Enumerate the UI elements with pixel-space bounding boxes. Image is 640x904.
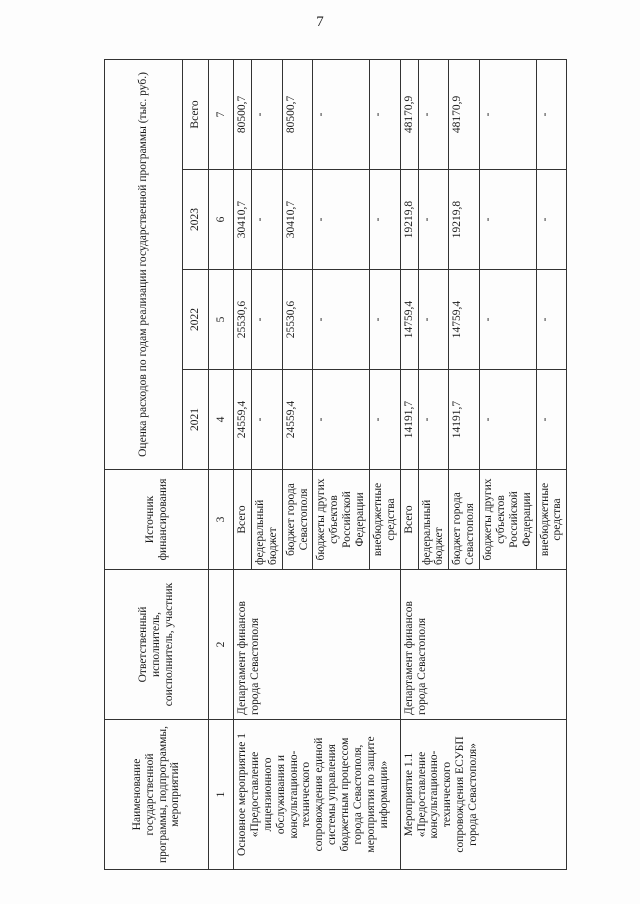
value-cell: - (418, 270, 449, 370)
header-year-2022: 2022 (183, 270, 209, 370)
header-year-2023: 2023 (183, 170, 209, 270)
rotated-table-container (104, 60, 564, 870)
value-cell: - (480, 59, 537, 169)
column-number: 6 (209, 170, 234, 270)
value-cell: 30410,7 (282, 170, 313, 270)
value-cell: 24559,4 (234, 370, 252, 470)
value-cell: - (313, 170, 370, 270)
executor-cell: Департамент финансов города Севастополя (234, 570, 401, 720)
source-cell: федеральный бюджет (251, 470, 282, 570)
value-cell: - (313, 370, 370, 470)
column-number: 5 (209, 270, 234, 370)
source-cell: бюджет города Севастополя (449, 470, 480, 570)
column-number: 4 (209, 370, 234, 470)
source-cell: бюджет города Севастополя (282, 470, 313, 570)
value-cell: - (418, 170, 449, 270)
column-number: 2 (209, 570, 234, 720)
value-cell: 24559,4 (282, 370, 313, 470)
source-cell: Всего (234, 470, 252, 570)
value-cell: - (369, 370, 400, 470)
value-cell: - (536, 170, 567, 270)
value-cell: - (251, 370, 282, 470)
header-total: Всего (183, 59, 209, 169)
program-name-cell: Мероприятие 1.1 «Предоставление консультационно-технического сопровождения ЕСУБП города Севастополя» (400, 720, 567, 870)
header-funding-source: Источник финансирования (105, 470, 209, 570)
expenditure-table (104, 59, 567, 870)
source-cell: федеральный бюджет (418, 470, 449, 570)
value-cell: 14759,4 (449, 270, 480, 370)
source-cell: бюджеты других субъектов Российской Федерации (313, 470, 370, 570)
value-cell: - (536, 370, 567, 470)
value-cell: 19219,8 (449, 170, 480, 270)
value-cell: 14759,4 (400, 270, 418, 370)
value-cell: - (369, 270, 400, 370)
value-cell: 25530,6 (234, 270, 252, 370)
source-cell: внебюджетные средства (369, 470, 400, 570)
value-cell: - (536, 59, 567, 169)
value-cell: 25530,6 (282, 270, 313, 370)
page-number: 7 (316, 14, 324, 30)
table-row (400, 59, 418, 869)
column-number: 3 (209, 470, 234, 570)
source-cell: бюджеты других субъектов Российской Федерации (480, 470, 537, 570)
value-cell: - (418, 59, 449, 169)
value-cell: - (369, 170, 400, 270)
value-cell: 14191,7 (449, 370, 480, 470)
header-year-2021: 2021 (183, 370, 209, 470)
value-cell: - (480, 370, 537, 470)
value-cell: - (418, 370, 449, 470)
value-cell: - (251, 59, 282, 169)
source-cell: внебюджетные средства (536, 470, 567, 570)
header-estimate: Оценка расходов по годам реализации государственной программы (тыс. руб.) (105, 59, 183, 469)
source-cell: Всего (400, 470, 418, 570)
value-cell: - (251, 170, 282, 270)
value-cell: 80500,7 (282, 59, 313, 169)
value-cell: - (313, 59, 370, 169)
value-cell: - (313, 270, 370, 370)
column-number: 1 (209, 720, 234, 870)
value-cell: 19219,8 (400, 170, 418, 270)
value-cell: 48170,9 (400, 59, 418, 169)
value-cell: 30410,7 (234, 170, 252, 270)
value-cell: - (480, 170, 537, 270)
executor-cell: Департамент финансов города Севастополя (400, 570, 567, 720)
program-name-cell: Основное мероприятие 1 «Предоставление лицензионного обслуживания и консультационно-технического сопровождения единой системы управления бюджетным процессом города Севастополя, мероприятия по защите информации» (234, 720, 401, 870)
value-cell: 14191,7 (400, 370, 418, 470)
header-program-name: Наименование государственной программы, подпрограммы, мероприятий (105, 720, 209, 870)
table-row (234, 59, 252, 869)
value-cell: - (369, 59, 400, 169)
value-cell: - (536, 270, 567, 370)
column-number: 7 (209, 59, 234, 169)
value-cell: - (251, 270, 282, 370)
value-cell: 48170,9 (449, 59, 480, 169)
header-executor: Ответственный исполнитель, соисполнитель, участник (105, 570, 209, 720)
value-cell: 80500,7 (234, 59, 252, 169)
value-cell: - (480, 270, 537, 370)
